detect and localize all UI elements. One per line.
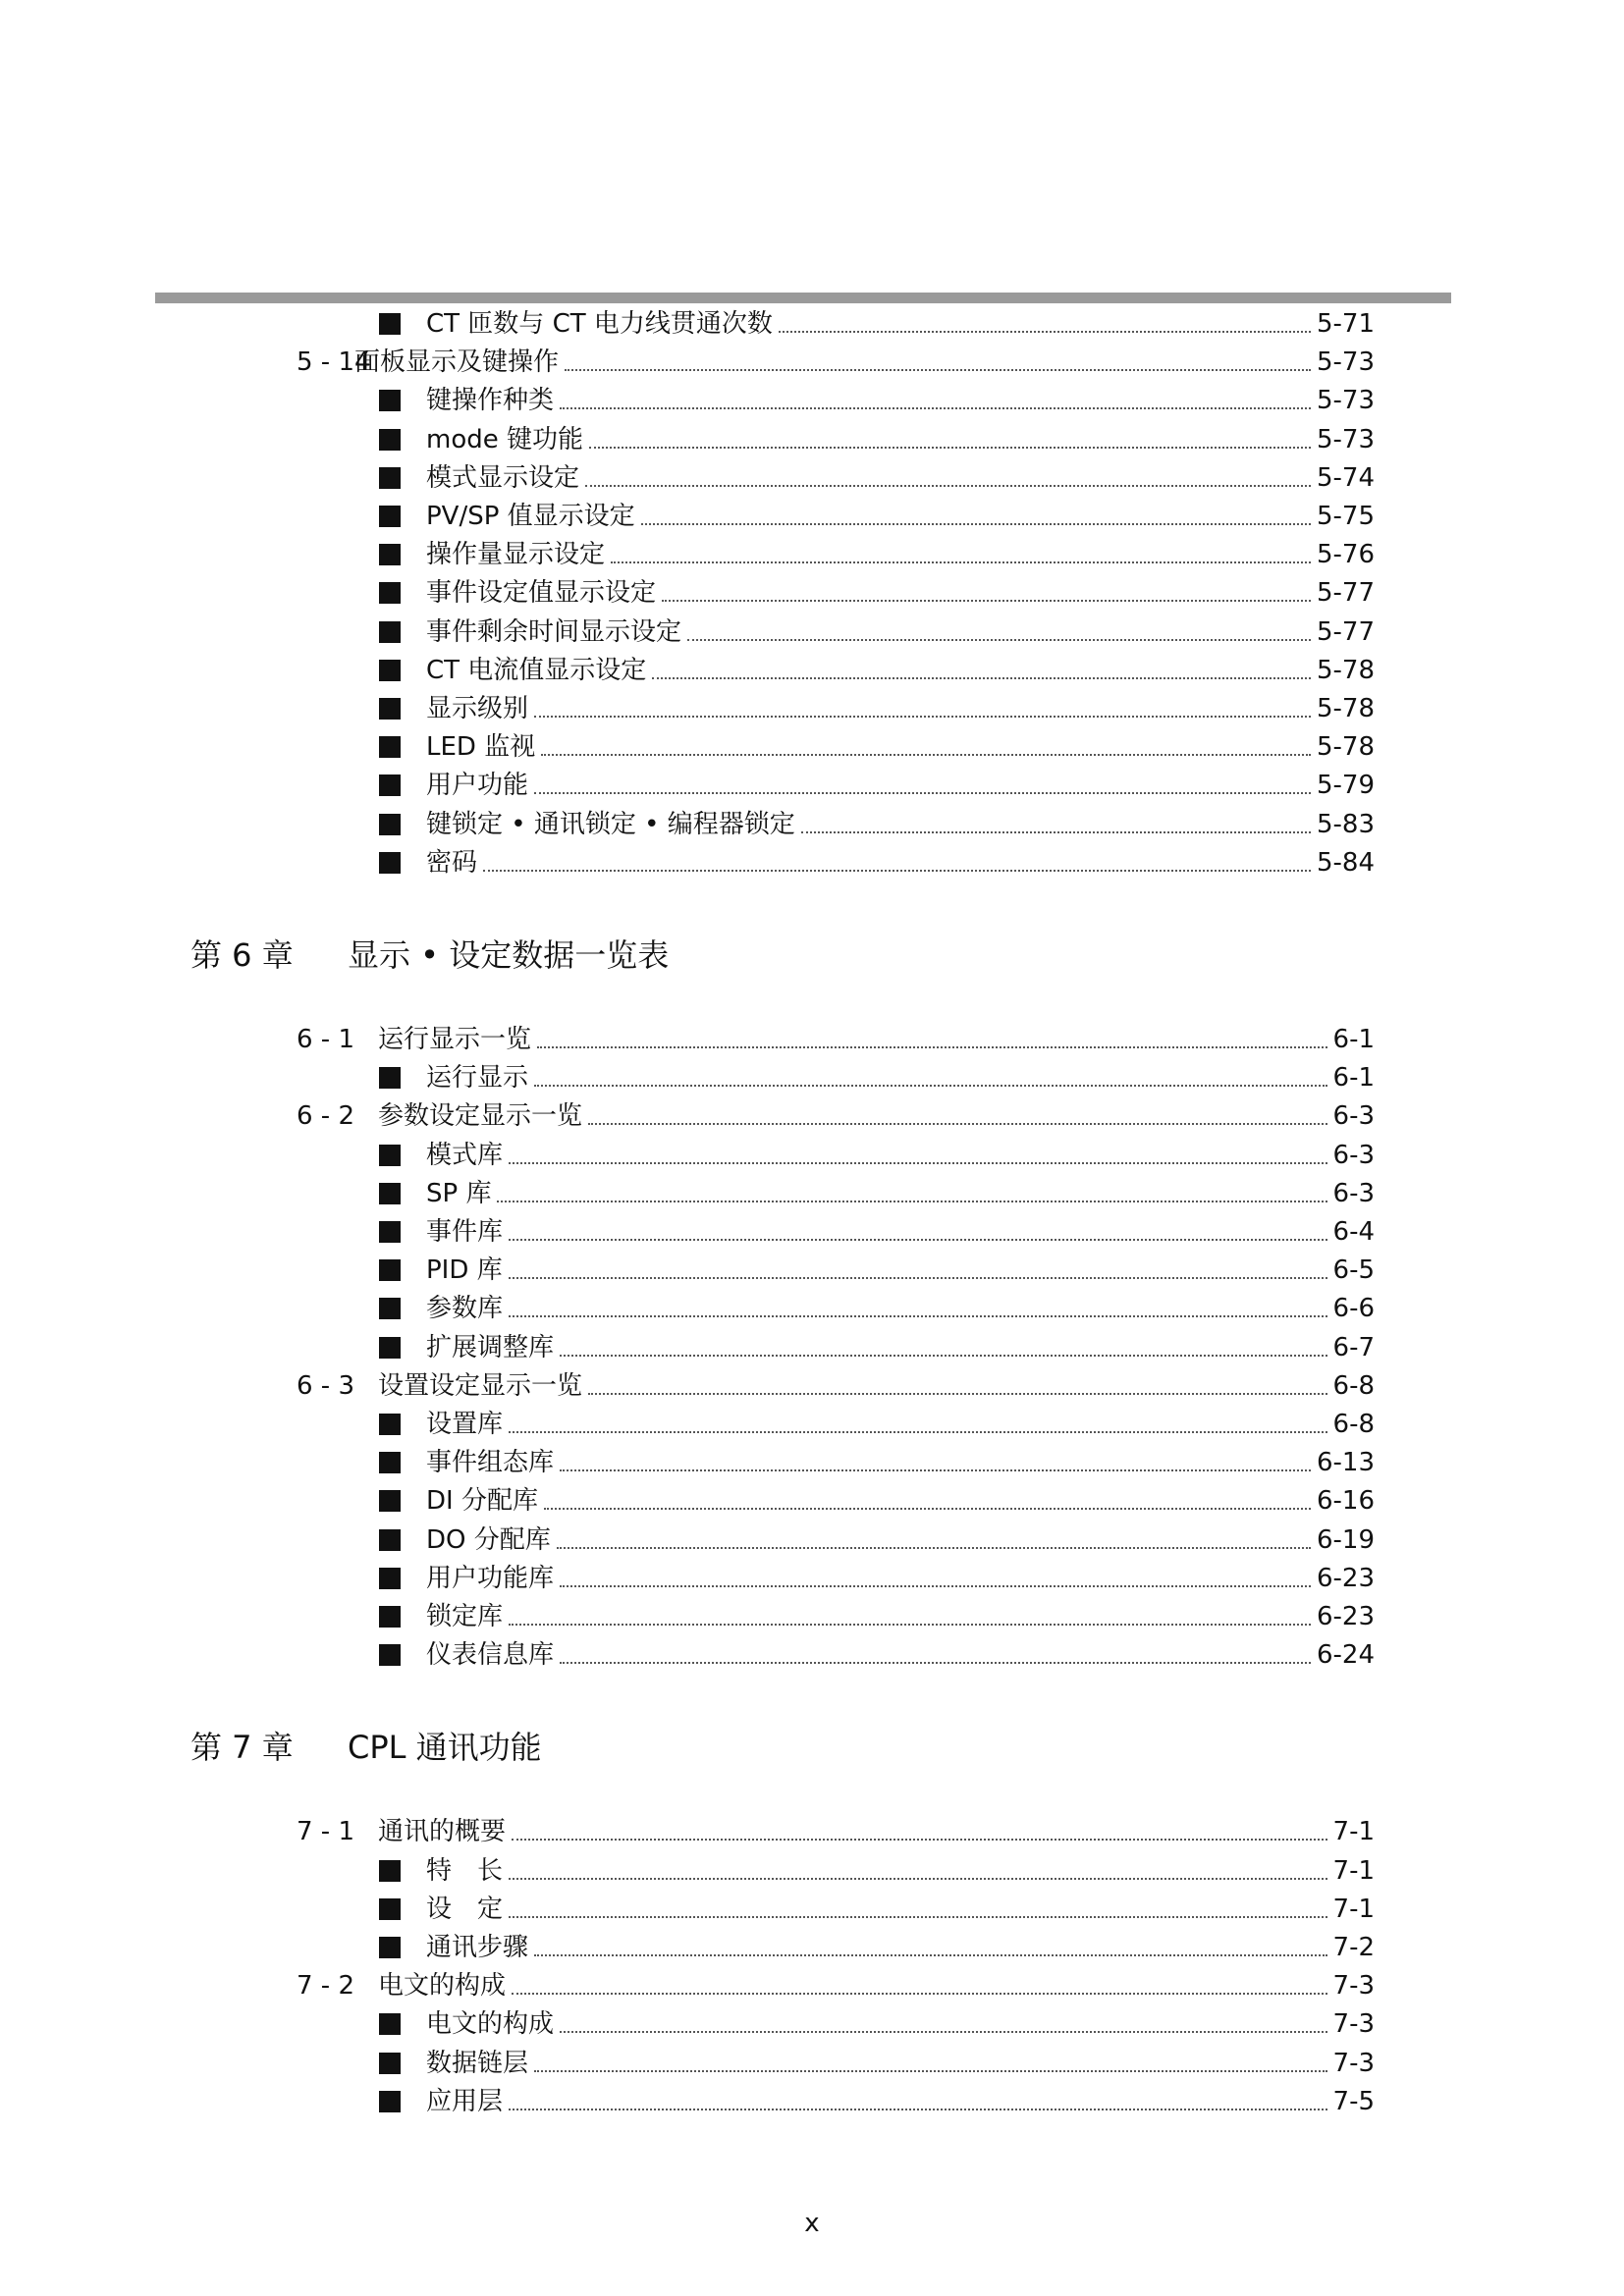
bullet-square-icon <box>379 1259 401 1281</box>
bullet-square-icon <box>379 1221 401 1243</box>
toc-page-number: 6-4 <box>1332 1217 1375 1247</box>
toc-entry-label: 电文的构成 <box>426 2009 555 2040</box>
toc-page-number: 6-19 <box>1316 1524 1375 1555</box>
chapter-number: 第 6 章 <box>190 936 294 974</box>
dot-leader <box>509 2109 1327 2110</box>
toc-page-number: 6-8 <box>1332 1370 1375 1401</box>
toc-entry-label: 键锁定 • 通讯锁定 • 编程器锁定 <box>426 809 795 839</box>
toc-entry-label: 用户功能 <box>426 771 529 801</box>
toc-bullet-entry[interactable] <box>379 1445 1375 1480</box>
toc-entry-label: 电文的构成 <box>378 1971 507 2002</box>
bullet-square-icon <box>379 1606 401 1628</box>
dot-leader <box>560 1469 1311 1471</box>
toc-bullet-entry[interactable] <box>379 1214 1375 1250</box>
dot-leader <box>509 1239 1327 1241</box>
toc-entry-label: 通讯的概要 <box>378 1817 507 1847</box>
bullet-square-icon <box>379 313 401 335</box>
toc-entry-label: 设置设定显示一览 <box>378 1370 583 1401</box>
toc-bullet-entry[interactable] <box>379 2084 1375 2119</box>
toc-entry-label: 扩展调整库 <box>426 1332 555 1362</box>
toc-page-number: 7-1 <box>1332 1817 1375 1847</box>
toc-section-entry[interactable] <box>297 1968 1375 2003</box>
toc-entry-label: 锁定库 <box>426 1602 504 1631</box>
toc-entry-label: 面板显示及键操作 <box>354 347 560 378</box>
toc-page-number: 6-6 <box>1332 1294 1375 1324</box>
page-number: x <box>804 2209 820 2238</box>
bullet-square-icon <box>379 506 401 527</box>
toc-page-number: 5-77 <box>1316 616 1375 647</box>
toc-section-entry[interactable] <box>297 1368 1375 1404</box>
dot-leader <box>509 1878 1327 1880</box>
chapter-heading <box>190 1728 542 1767</box>
toc-entry-label: 用户功能库 <box>426 1563 555 1593</box>
section-number: 7 - 2 <box>297 1971 354 2002</box>
chapter-title: CPL 通讯功能 <box>348 1729 542 1767</box>
bullet-square-icon <box>379 774 401 796</box>
toc-bullet-entry[interactable] <box>379 460 1375 496</box>
chapter-heading <box>190 935 669 975</box>
bullet-square-icon <box>379 852 401 874</box>
dot-leader <box>641 523 1311 525</box>
toc-bullet-entry[interactable] <box>379 1599 1375 1634</box>
toc-bullet-entry[interactable] <box>379 1637 1375 1673</box>
toc-section-entry[interactable] <box>297 1814 1375 1849</box>
toc-bullet-entry[interactable] <box>379 845 1375 881</box>
bullet-square-icon <box>379 1145 401 1166</box>
dot-leader <box>779 331 1311 333</box>
toc-entry-label: 模式显示设定 <box>426 462 580 493</box>
toc-bullet-entry[interactable] <box>379 1483 1375 1519</box>
toc-page-number: 6-1 <box>1332 1063 1375 1094</box>
toc-entry-label: CT 电流值显示设定 <box>426 655 647 685</box>
toc-bullet-entry[interactable] <box>379 1330 1375 1365</box>
dot-leader <box>537 1046 1327 1048</box>
toc-section-entry[interactable] <box>297 1022 1375 1057</box>
toc-entry-label: 模式库 <box>426 1140 504 1170</box>
dot-leader <box>541 754 1311 756</box>
toc-entry-label: 事件组态库 <box>426 1448 555 1478</box>
dot-leader <box>534 1085 1327 1087</box>
toc-bullet-entry[interactable] <box>379 1060 1375 1095</box>
toc-entry-label: PID 库 <box>426 1255 503 1286</box>
toc-entry-label: 参数设定显示一览 <box>378 1101 583 1132</box>
dot-leader <box>588 1123 1327 1125</box>
toc-section-entry[interactable] <box>297 345 1375 380</box>
toc-entry-label: PV/SP 值显示设定 <box>426 502 635 531</box>
toc-entry-label: 通讯步骤 <box>426 1933 529 1962</box>
toc-page-number: 5-73 <box>1316 347 1375 378</box>
toc-page-number: 7-3 <box>1332 2048 1375 2078</box>
dot-leader <box>509 1277 1327 1279</box>
bullet-square-icon <box>379 429 401 451</box>
dot-leader <box>560 1355 1327 1357</box>
dot-leader <box>560 1662 1311 1664</box>
toc-page-number: 5-74 <box>1316 462 1375 493</box>
toc-bullet-entry[interactable] <box>379 691 1375 726</box>
bullet-square-icon <box>379 2013 401 2035</box>
bullet-square-icon <box>379 467 401 489</box>
toc-bullet-entry[interactable] <box>379 1522 1375 1558</box>
toc-bullet-entry[interactable] <box>379 306 1375 342</box>
bullet-square-icon <box>379 1860 401 1882</box>
toc-page-number: 5-77 <box>1316 578 1375 609</box>
bullet-square-icon <box>379 660 401 681</box>
chapter-number: 第 7 章 <box>190 1729 294 1767</box>
toc-page-number: 7-2 <box>1332 1933 1375 1962</box>
toc-entry-label: 密码 <box>426 847 478 878</box>
chapter-title: 显示 • 设定数据一览表 <box>348 936 670 974</box>
dot-leader <box>585 485 1311 487</box>
toc-bullet-entry[interactable] <box>379 768 1375 803</box>
toc-bullet-entry[interactable] <box>379 807 1375 842</box>
toc-entry-label: 设置库 <box>426 1410 504 1439</box>
toc-page-number: 7-1 <box>1332 1855 1375 1886</box>
dot-leader <box>534 792 1311 794</box>
toc-entry-label: 数据链层 <box>426 2048 529 2078</box>
toc-entry-label: 显示级别 <box>426 694 529 723</box>
toc-bullet-entry[interactable] <box>379 1407 1375 1442</box>
dot-leader <box>611 561 1311 563</box>
toc-entry-label: 设 定 <box>426 1894 504 1924</box>
bullet-square-icon <box>379 1183 401 1204</box>
bullet-square-icon <box>379 1452 401 1473</box>
toc-entry-label: 特 长 <box>426 1855 504 1886</box>
toc-bullet-entry[interactable] <box>379 653 1375 688</box>
toc-bullet-entry[interactable] <box>379 2046 1375 2081</box>
dot-leader <box>589 447 1311 449</box>
toc-page-number: 6-13 <box>1316 1448 1375 1478</box>
section-number: 6 - 1 <box>297 1025 354 1054</box>
toc-bullet-entry[interactable] <box>379 1892 1375 1927</box>
dot-leader <box>509 1315 1327 1317</box>
bullet-square-icon <box>379 1067 401 1089</box>
toc-page-number: 5-79 <box>1316 771 1375 801</box>
bullet-square-icon <box>379 2091 401 2112</box>
dot-leader <box>509 1916 1327 1918</box>
toc-page-number: 7-1 <box>1332 1894 1375 1924</box>
toc-page-number: 5-78 <box>1316 694 1375 723</box>
dot-leader <box>560 2031 1327 2033</box>
toc-bullet-entry[interactable] <box>379 383 1375 418</box>
dot-leader <box>534 1954 1327 1956</box>
toc-bullet-entry[interactable] <box>379 575 1375 611</box>
toc-page-number: 5-78 <box>1316 732 1375 763</box>
toc-page-number: 5-75 <box>1316 502 1375 531</box>
toc-entry-label: CT 匝数与 CT 电力线贯通次数 <box>426 309 773 339</box>
dot-leader <box>497 1201 1326 1202</box>
toc-page-number: 7-5 <box>1332 2086 1375 2116</box>
bullet-square-icon <box>379 582 401 604</box>
toc-bullet-entry[interactable] <box>379 1853 1375 1889</box>
bullet-square-icon <box>379 698 401 720</box>
toc-entry-label: mode 键功能 <box>426 424 583 454</box>
bullet-square-icon <box>379 1414 401 1435</box>
section-number: 7 - 1 <box>297 1817 354 1847</box>
bullet-square-icon <box>379 544 401 565</box>
bullet-square-icon <box>379 814 401 835</box>
toc-bullet-entry[interactable] <box>379 1176 1375 1211</box>
toc-entry-label: 参数库 <box>426 1294 504 1324</box>
toc-entry-label: 应用层 <box>426 2086 504 2116</box>
toc-page-number: 7-3 <box>1332 2009 1375 2040</box>
dot-leader <box>560 407 1311 409</box>
dot-leader <box>652 677 1311 679</box>
toc-page-number: 6-1 <box>1332 1025 1375 1054</box>
bullet-square-icon <box>379 1529 401 1551</box>
bullet-square-icon <box>379 1937 401 1958</box>
dot-leader <box>544 1508 1311 1510</box>
toc-bullet-entry[interactable] <box>379 1930 1375 1965</box>
dot-leader <box>534 716 1311 718</box>
bullet-square-icon <box>379 390 401 411</box>
toc-entry-label: LED 监视 <box>426 732 536 763</box>
dot-leader <box>483 870 1311 872</box>
bullet-square-icon <box>379 736 401 758</box>
bullet-square-icon <box>379 1337 401 1359</box>
dot-leader <box>662 600 1311 602</box>
section-number: 6 - 2 <box>297 1101 354 1132</box>
toc-entry-label: 事件剩余时间显示设定 <box>426 616 682 647</box>
toc-bullet-entry[interactable] <box>379 2006 1375 2042</box>
dot-leader <box>565 369 1311 371</box>
toc-page-number: 5-76 <box>1316 540 1375 570</box>
toc-entry-label: DI 分配库 <box>426 1486 538 1517</box>
toc-entry-label: 事件库 <box>426 1217 504 1247</box>
toc-bullet-entry[interactable] <box>379 1138 1375 1173</box>
toc-page-number: 5-71 <box>1316 309 1375 339</box>
toc-page-number: 6-23 <box>1316 1563 1375 1593</box>
dot-leader <box>512 1993 1327 1995</box>
dot-leader <box>509 1624 1311 1626</box>
section-number: 6 - 3 <box>297 1370 354 1401</box>
toc-section-entry[interactable] <box>297 1098 1375 1134</box>
toc-page-number: 5-84 <box>1316 847 1375 878</box>
dot-leader <box>588 1393 1327 1395</box>
toc-page-number: 5-73 <box>1316 386 1375 416</box>
dot-leader <box>512 1839 1327 1841</box>
toc-page-number: 5-78 <box>1316 655 1375 685</box>
section-number: 5 - 14 <box>297 347 371 378</box>
toc-page-number: 6-24 <box>1316 1640 1375 1671</box>
bullet-square-icon <box>379 1298 401 1319</box>
toc-page-number: 6-7 <box>1332 1332 1375 1362</box>
toc-page-number: 5-73 <box>1316 424 1375 454</box>
toc-page-number: 5-83 <box>1316 809 1375 839</box>
dot-leader <box>687 639 1311 641</box>
bullet-square-icon <box>379 1490 401 1512</box>
toc-entry-label: 运行显示 <box>426 1063 529 1094</box>
toc-bullet-entry[interactable] <box>379 537 1375 572</box>
toc-page-number: 6-5 <box>1332 1255 1375 1286</box>
toc-page-number: 6-3 <box>1332 1178 1375 1208</box>
dot-leader <box>557 1547 1311 1549</box>
bullet-square-icon <box>379 1644 401 1666</box>
dot-leader <box>534 2070 1327 2072</box>
dot-leader <box>509 1431 1327 1433</box>
bullet-square-icon <box>379 621 401 643</box>
toc-entry-label: 运行显示一览 <box>378 1025 532 1054</box>
bullet-square-icon <box>379 1568 401 1589</box>
toc-entry-label: 仪表信息库 <box>426 1640 555 1671</box>
toc-bullet-entry[interactable] <box>379 499 1375 534</box>
toc-entry-label: SP 库 <box>426 1178 492 1208</box>
bullet-square-icon <box>379 1898 401 1920</box>
toc-bullet-entry[interactable] <box>379 614 1375 650</box>
toc-bullet-entry[interactable] <box>379 1561 1375 1596</box>
bullet-square-icon <box>379 2053 401 2074</box>
toc-bullet-entry[interactable] <box>379 729 1375 765</box>
dot-leader <box>509 1162 1327 1164</box>
toc-entry-label: 事件设定值显示设定 <box>426 578 657 609</box>
dot-leader <box>801 831 1311 833</box>
toc-entry-label: 操作量显示设定 <box>426 540 606 570</box>
toc-page-number: 6-8 <box>1332 1410 1375 1439</box>
toc-page-number: 6-3 <box>1332 1140 1375 1170</box>
toc-bullet-entry[interactable] <box>379 422 1375 457</box>
top-rule <box>155 293 1451 303</box>
toc-entry-label: 键操作种类 <box>426 386 555 416</box>
dot-leader <box>560 1585 1311 1587</box>
toc-page-number: 6-16 <box>1316 1486 1375 1517</box>
toc-page-number: 7-3 <box>1332 1971 1375 2002</box>
toc-bullet-entry[interactable] <box>379 1253 1375 1288</box>
toc-entry-label: DO 分配库 <box>426 1524 551 1555</box>
toc-page-number: 6-23 <box>1316 1602 1375 1631</box>
toc-page-number: 6-3 <box>1332 1101 1375 1132</box>
toc-bullet-entry[interactable] <box>379 1291 1375 1326</box>
